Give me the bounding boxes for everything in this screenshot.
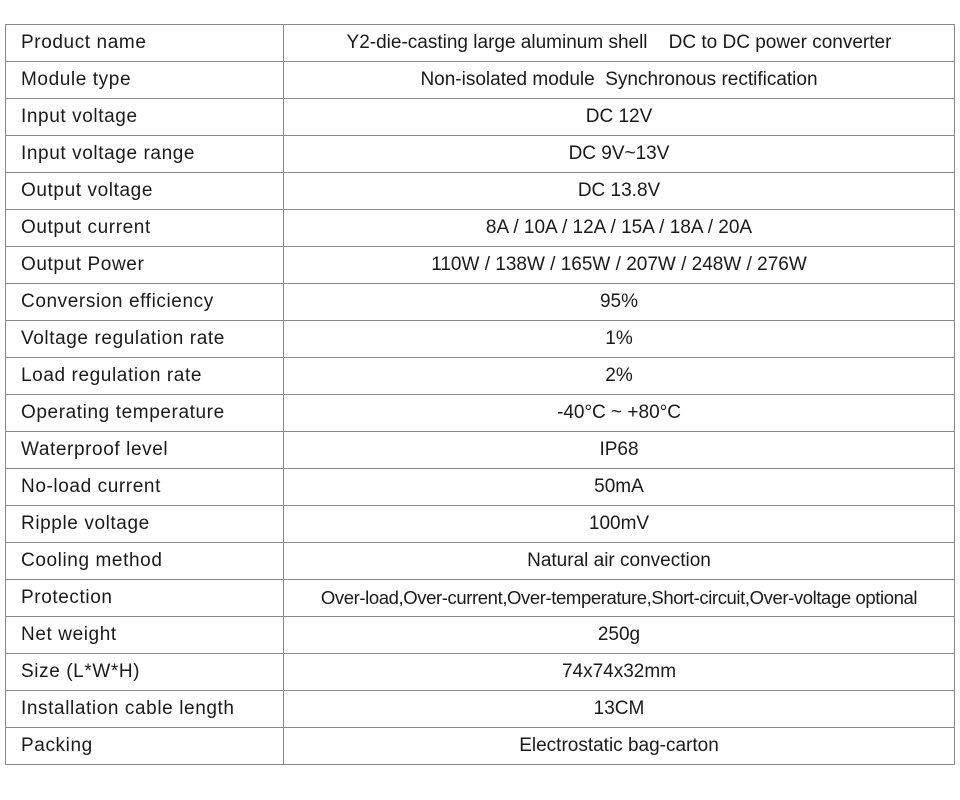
table-row: [6, 99, 955, 136]
spec-value: 110W / 138W / 165W / 207W / 248W / 276W: [284, 247, 955, 284]
spec-value: 8A / 10A / 12A / 15A / 18A / 20A: [284, 210, 955, 247]
table-row: [6, 62, 955, 99]
spec-value: 100mV: [284, 506, 955, 543]
table-row: [6, 506, 955, 543]
spec-label: Output current: [6, 210, 284, 247]
spec-label: Output voltage: [6, 173, 284, 210]
table-row: [6, 136, 955, 173]
table-row: [6, 691, 955, 728]
spec-label: Ripple voltage: [6, 506, 284, 543]
spec-label: Product name: [6, 25, 284, 62]
table-row: [6, 358, 955, 395]
spec-value: Over-load,Over-current,Over-temperature,Short-circuit,Over-voltage optional: [284, 580, 955, 617]
spec-value: Non-isolated module Synchronous rectification: [284, 62, 955, 99]
table-row: [6, 543, 955, 580]
table-row: [6, 469, 955, 506]
spec-label: Cooling method: [6, 543, 284, 580]
spec-table: [5, 24, 955, 765]
spec-value: DC 12V: [284, 99, 955, 136]
spec-label: No-load current: [6, 469, 284, 506]
spec-value: 74x74x32mm: [284, 654, 955, 691]
spec-label: Voltage regulation rate: [6, 321, 284, 358]
spec-label: Load regulation rate: [6, 358, 284, 395]
spec-value: Natural air convection: [284, 543, 955, 580]
spec-label: Input voltage: [6, 99, 284, 136]
table-row: [6, 210, 955, 247]
table-row: [6, 580, 955, 617]
spec-label: Operating temperature: [6, 395, 284, 432]
table-row: [6, 728, 955, 765]
spec-value: Electrostatic bag-carton: [284, 728, 955, 765]
spec-value: 50mA: [284, 469, 955, 506]
table-row: [6, 25, 955, 62]
spec-label: Protection: [6, 580, 284, 617]
spec-value: 2%: [284, 358, 955, 395]
table-row: [6, 654, 955, 691]
spec-value: DC 9V~13V: [284, 136, 955, 173]
table-row: [6, 284, 955, 321]
spec-label: Net weight: [6, 617, 284, 654]
spec-label: Output Power: [6, 247, 284, 284]
spec-label: Packing: [6, 728, 284, 765]
spec-value: 95%: [284, 284, 955, 321]
table-row: [6, 617, 955, 654]
spec-value: IP68: [284, 432, 955, 469]
spec-value: Y2-die-casting large aluminum shell DC to DC power converter: [284, 25, 955, 62]
table-row: [6, 173, 955, 210]
spec-label: Waterproof level: [6, 432, 284, 469]
spec-label: Module type: [6, 62, 284, 99]
spec-value: 13CM: [284, 691, 955, 728]
table-row: [6, 395, 955, 432]
table-row: [6, 432, 955, 469]
spec-value: DC 13.8V: [284, 173, 955, 210]
spec-label: Input voltage range: [6, 136, 284, 173]
spec-value: 250g: [284, 617, 955, 654]
spec-label: Installation cable length: [6, 691, 284, 728]
spec-value: -40°C ~ +80°C: [284, 395, 955, 432]
table-row: [6, 247, 955, 284]
spec-label: Size (L*W*H): [6, 654, 284, 691]
spec-value: 1%: [284, 321, 955, 358]
spec-label: Conversion efficiency: [6, 284, 284, 321]
table-row: [6, 321, 955, 358]
